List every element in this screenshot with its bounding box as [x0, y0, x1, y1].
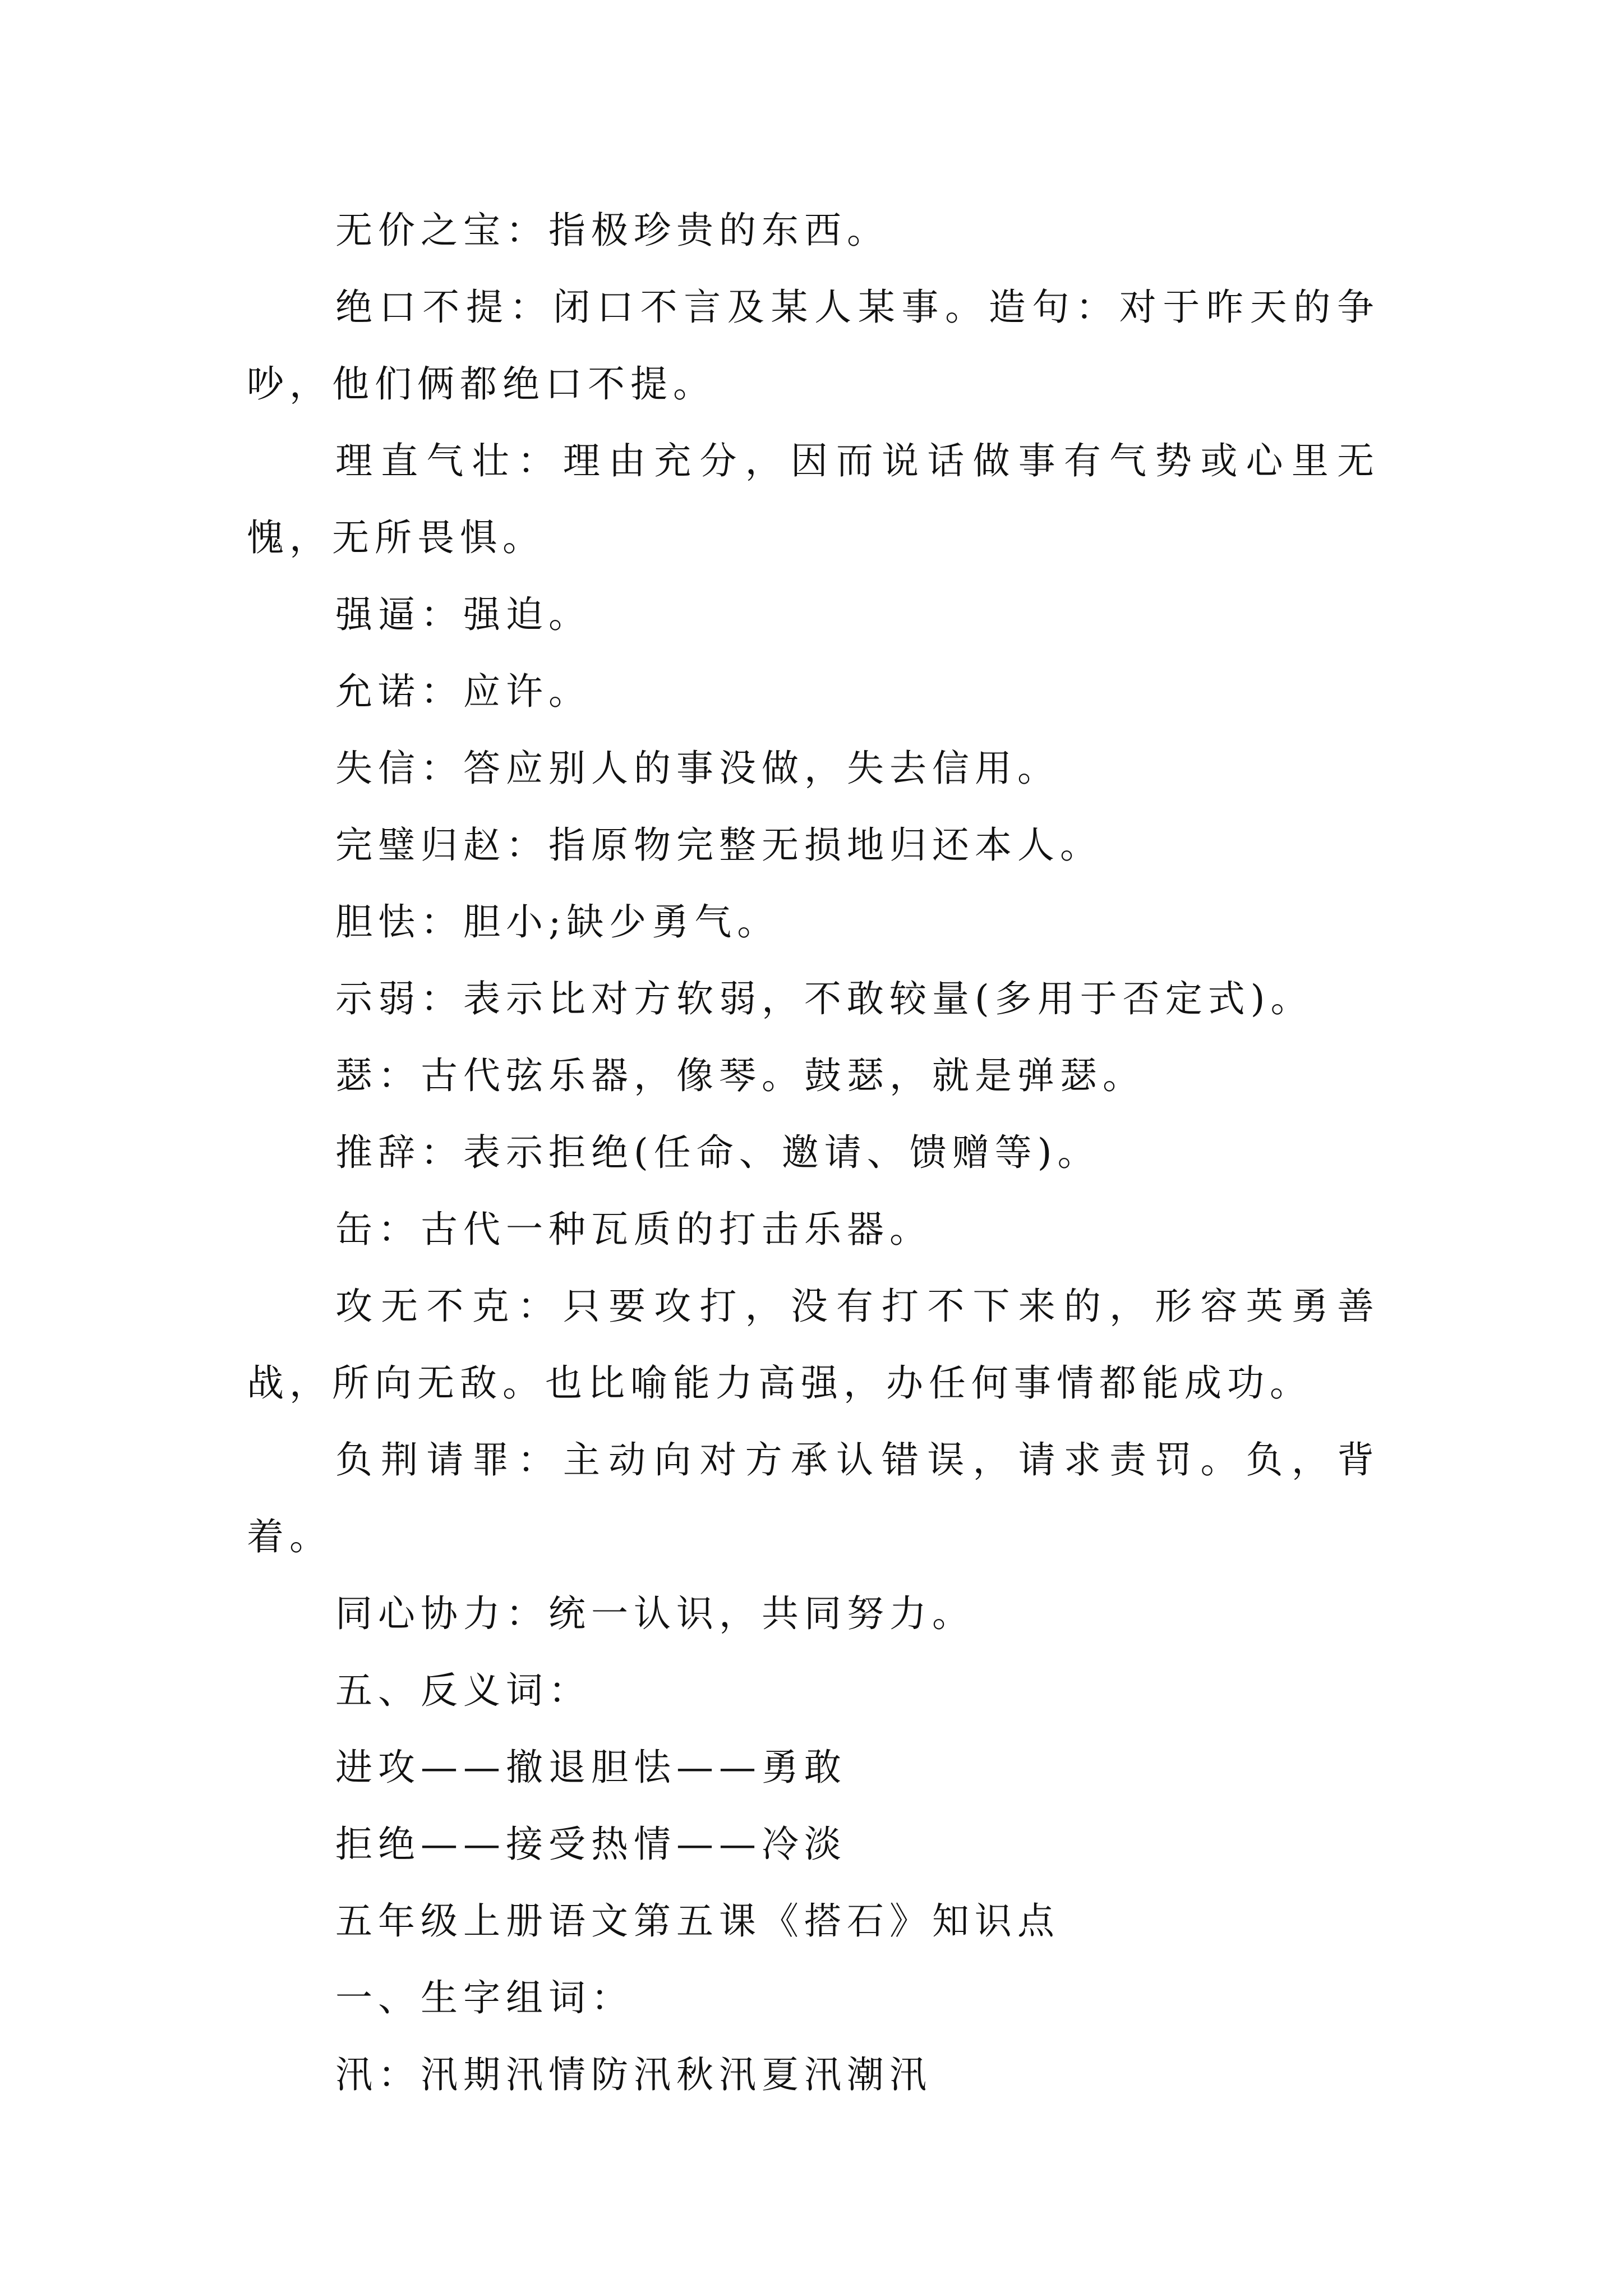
paragraph-return-jade: 完璧归赵：指原物完整无损地归还本人。	[335, 823, 1103, 867]
paragraph-timid: 胆怯：胆小;缺少勇气。	[335, 900, 780, 944]
paragraph-silence: 绝口不提：闭口不言及某人某事。造句：对于昨天的争吵，他们俩都绝口不提。	[247, 286, 1380, 406]
paragraph-invincible: 攻无不克：只要攻打，没有打不下来的，形容英勇善战，所向无敌。也比喻能力高强，办任何事情都能成功。	[247, 1285, 1380, 1405]
section-new-words-heading: 一、生字组词：	[335, 1976, 634, 2019]
paragraph-confident: 理直气壮：理由充分，因而说话做事有气势或心里无愧，无所畏惧。	[247, 439, 1380, 559]
word-group-xun: 汛：汛期汛情防汛秋汛夏汛潮汛	[335, 2053, 932, 2096]
antonym-line-1: 进攻——撤退胆怯——勇敢	[335, 1746, 847, 1789]
paragraph-force: 强逼：强迫。	[335, 593, 591, 636]
antonym-line-2: 拒绝——接受热情——冷淡	[335, 1823, 847, 1866]
paragraph-weakness: 示弱：表示比对方软弱，不敢较量(多用于否定式)。	[335, 977, 1313, 1020]
section-antonyms-heading: 五、反义词：	[335, 1669, 591, 1712]
paragraph-apology: 负荆请罪：主动向对方承认错误，请求责罚。负，背着。	[247, 1438, 1380, 1558]
paragraph-fou: 缶：古代一种瓦质的打击乐器。	[335, 1208, 932, 1251]
document-body	[247, 192, 1380, 2113]
paragraph-together: 同心协力：统一认识，共同努力。	[335, 1592, 975, 1635]
paragraph-promise: 允诺：应许。	[335, 670, 591, 713]
paragraph-decline: 推辞：表示拒绝(任命、邀请、馈赠等)。	[335, 1131, 1100, 1174]
paragraph-se: 瑟：古代弦乐器，像琴。鼓瑟，就是弹瑟。	[335, 1054, 1145, 1097]
paragraph-treasure: 无价之宝：指极珍贵的东西。	[335, 209, 889, 252]
lesson-title: 五年级上册语文第五课《搭石》知识点	[335, 1899, 1060, 1943]
paragraph-break-faith: 失信：答应别人的事没做，失去信用。	[335, 747, 1060, 790]
